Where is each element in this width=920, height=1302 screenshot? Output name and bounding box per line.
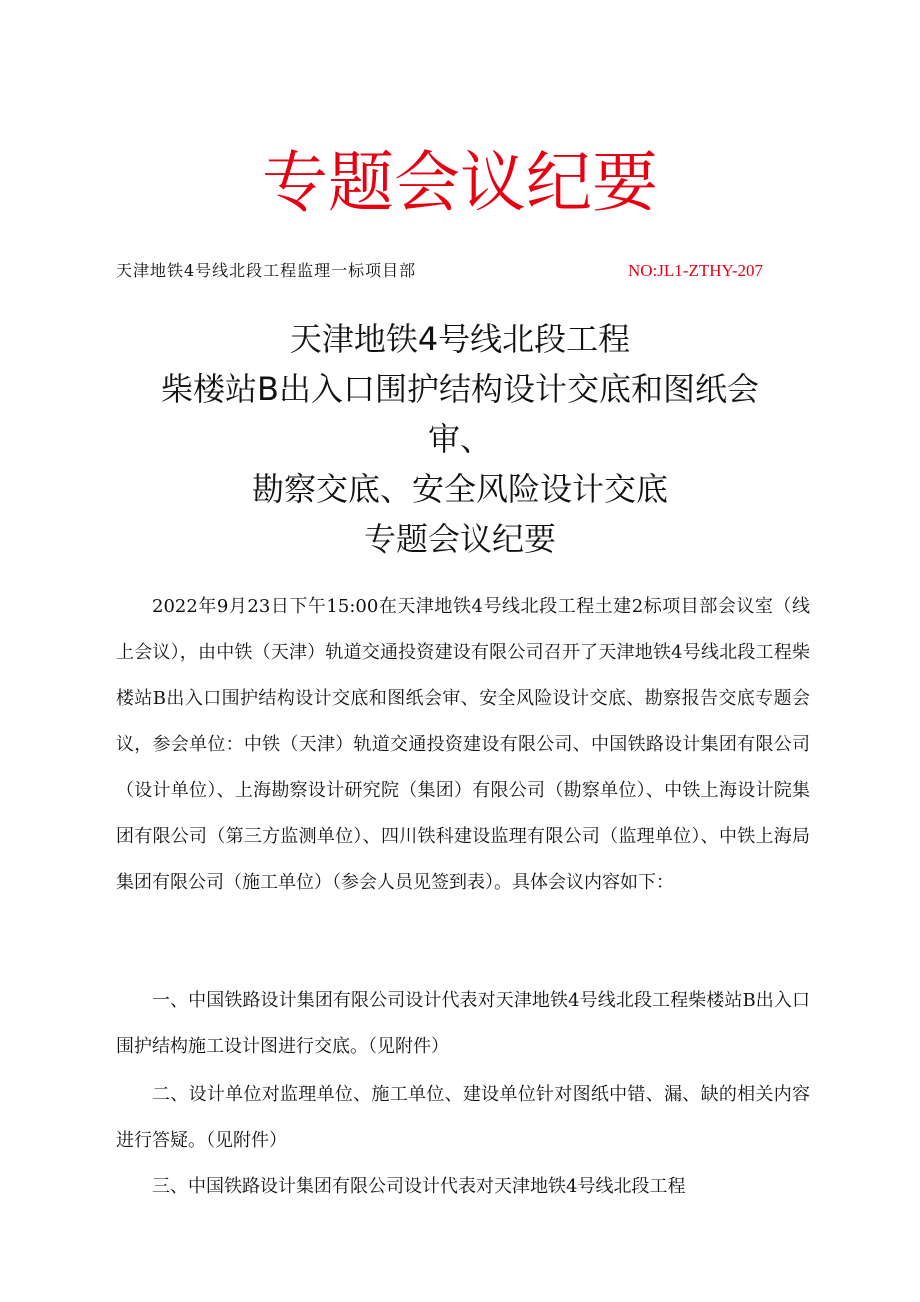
- document-banner-title: 专题会议纪要: [262, 144, 658, 221]
- issuing-organization: 天津地铁4号线北段工程监理一标项目部: [116, 261, 417, 280]
- title-line: 专题会议纪要: [363, 520, 556, 558]
- title-line: 审、: [427, 420, 492, 458]
- title-line: 柴楼站B出入口围护结构设计交底和图纸会: [161, 370, 759, 408]
- meeting-title: [110, 314, 810, 564]
- title-line: 勘察交底、安全风险设计交底: [251, 470, 668, 508]
- title-line: 天津地铁4号线北段工程: [289, 320, 631, 358]
- body-paragraph-intro: 2022年9月23日下午15:00在天津地铁4号线北段工程土建2标项目部会议室（线上会议），由中铁（天津）轨道交通投资建设有限公司召开了天津地铁4号线北段工程柴楼站B出入口围护结构设计交底和图纸会审、安全风险设计交底、勘察报告交底专题会议，参会单位：中铁（天津）轨道交通投资建设有限公司、中国铁路设计集团有限公司（设计单位）、上海勘察设计研究院（集团）有限公司（勘察单位）、中铁上海设计院集团有限公司（第三方监测单位）、四川铁科建设监理有限公司（监理单位）、中铁上海局集团有限公司（施工单位）（参会人员见签到表）。具体会议内容如下：: [116, 596, 810, 893]
- body-paragraph-item-2: 二、设计单位对监理单位、施工单位、建设单位针对图纸中错、漏、缺的相关内容进行答疑。（见附件）: [116, 1084, 810, 1151]
- document-number: NO:JL1-ZTHY-207: [628, 261, 764, 280]
- body-paragraph-item-3: 三、中国铁路设计集团有限公司设计代表对天津地铁4号线北段工程: [152, 1176, 686, 1197]
- document-meta-row: [116, 258, 796, 284]
- body-paragraph-item-1: 一、中国铁路设计集团有限公司设计代表对天津地铁4号线北段工程柴楼站B出入口围护结构施工设计图进行交底。（见附件）: [116, 990, 810, 1057]
